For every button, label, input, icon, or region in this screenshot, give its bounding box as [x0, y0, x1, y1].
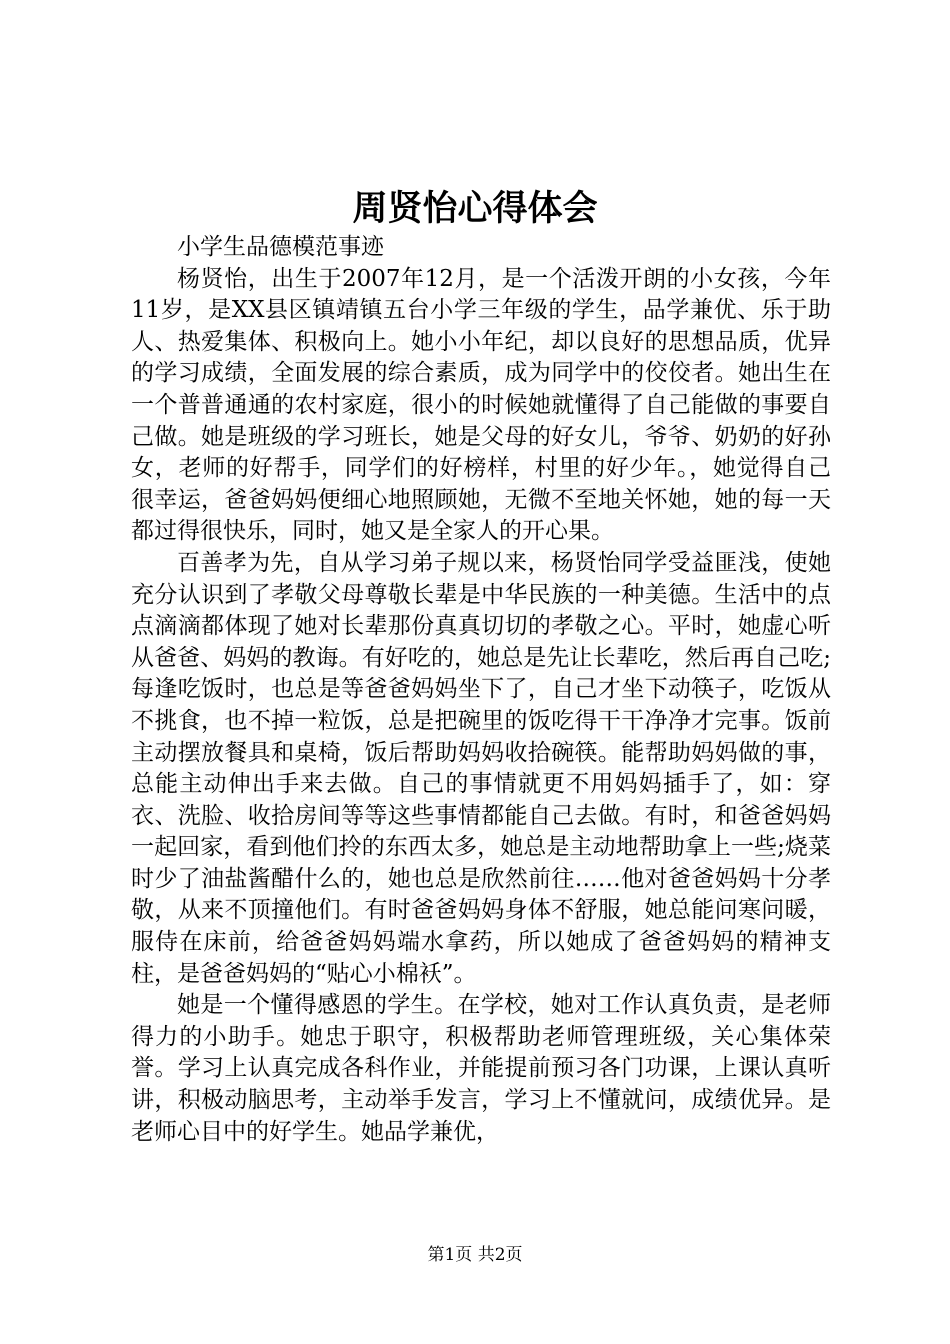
paragraph-1: 杨贤怡，出生于2007年12月，是一个活泼开朗的小女孩，今年11岁，是XX县区镇靖镇五台小学三年级的学生，品学兼优、乐于助人、热爱集体、积极向上。她小小年纪，却以良好的思想品质，优异的学习成绩，全面发展的综合素质，成为同学中的佼佼者。她出生在一个普普通通的农村家庭，很小的时候她就懂得了自己能做的事要自己做。她是班级的学习班长，她是父母的好女儿，爷爷、奶奶的好孙女，老师的好帮手，同学们的好榜样，村里的好少年。，她觉得自己很幸运，爸爸妈妈便细心地照顾她，无微不至地关怀她，她的每一天都过得很快乐，同时，她又是全家人的开心果。: [131, 265, 831, 545]
paragraph-2: 百善孝为先，自从学习弟子规以来，杨贤怡同学受益匪浅，使她充分认识到了孝敬父母尊敬长辈是中华民族的一种美德。生活中的点点滴滴都体现了她对长辈那份真真切切的孝敬之心。平时，她虚心听从爸爸、妈妈的教诲。有好吃的，她总是先让长辈吃，然后再自己吃;每逢吃饭时，也总是等爸爸妈妈坐下了，自己才坐下动筷子，吃饭从不挑食，也不掉一粒饭，总是把碗里的饭吃得干干净净才完事。饭前主动摆放餐具和桌椅，饭后帮助妈妈收拾碗筷。能帮助妈妈做的事，总能主动伸出手来去做。自己的事情就更不用妈妈插手了，如：穿衣、洗脸、收拾房间等等这些事情都能自己去做。有时，和爸爸妈妈一起回家，看到他们拎的东西太多，她总是主动地帮助拿上一些;烧菜时少了油盐酱醋什么的，她也总是欣然前往……他对爸爸妈妈十分孝敬，从来不顶撞他们。有时爸爸妈妈身体不舒服，她总能问寒问暖，服侍在床前，给爸爸妈妈端水拿药，所以她成了爸爸妈妈的精神支柱，是爸爸妈妈的“贴心小棉袄”。: [131, 549, 831, 987]
document-subtitle: 小学生品德模范事迹: [177, 234, 384, 260]
paragraph-3: 她是一个懂得感恩的学生。在学校，她对工作认真负责，是老师得力的小助手。她忠于职守，积极帮助老师管理班级，关心集体荣誉。学习上认真完成各科作业，并能提前预习各门功课，上课认真听讲，积极动脑思考，主动举手发言，学习上不懂就问，成绩优异。是老师心目中的好学生。她品学兼优，: [131, 992, 831, 1145]
document-body: [131, 232, 831, 1148]
document-title: 周贤怡心得体会: [352, 188, 598, 229]
page-number-footer: 第1页 共2页: [427, 1245, 523, 1265]
